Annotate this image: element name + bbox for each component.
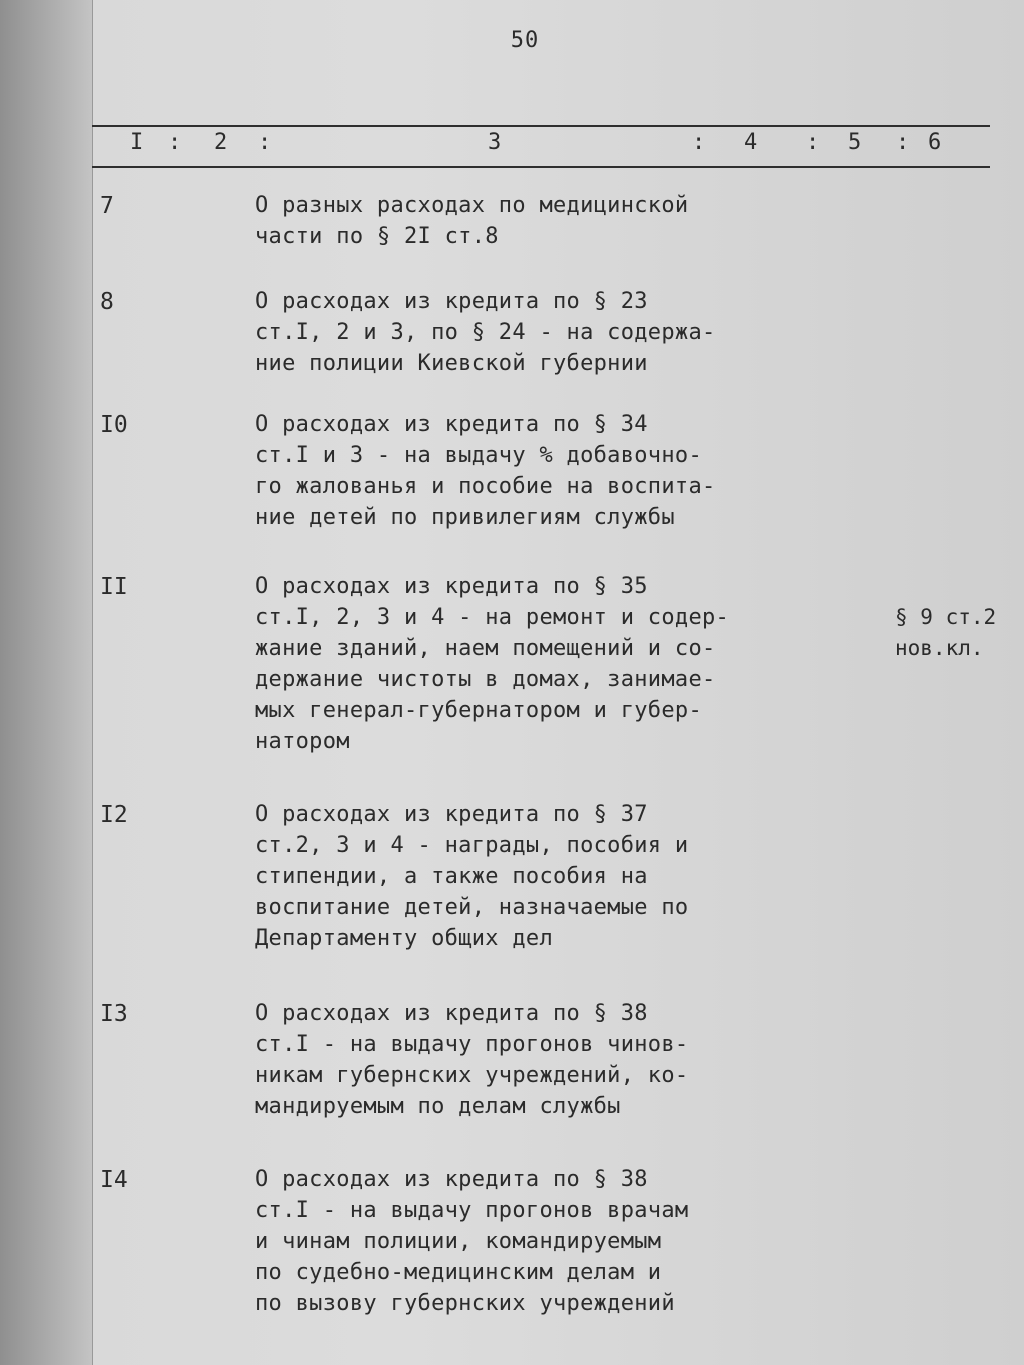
header-bottom-rule — [92, 166, 990, 168]
entry-line: ст.I - на выдачу прогонов чинов- — [255, 1032, 689, 1057]
entry-line: ст.I - на выдачу прогонов врачам — [255, 1198, 689, 1223]
entry-number: 7 — [100, 193, 114, 219]
entry-description — [255, 998, 705, 1122]
entry-description — [255, 190, 705, 252]
entry-description — [255, 286, 716, 379]
column-separator: : — [168, 130, 182, 155]
entry-line: никам губернских учреждений, ко- — [255, 1063, 689, 1088]
column-separator: : — [896, 130, 910, 155]
entry-line: по судебно-медицинским делам и — [255, 1260, 662, 1285]
list-item — [0, 286, 1024, 379]
entry-line: ние полиции Киевской губернии — [255, 351, 648, 376]
entry-description — [255, 1164, 705, 1319]
entry-line: О разных расходах по медицинской — [255, 193, 689, 218]
entry-line: части по § 2I ст.8 — [255, 224, 499, 249]
entry-line: ст.I и 3 - на выдачу % добавочно- — [255, 443, 702, 468]
list-item — [0, 409, 1024, 533]
entry-line: мых генерал-губернатором и губер- — [255, 698, 702, 723]
entry-line: Департаменту общих дел — [255, 926, 553, 951]
column-separator: : — [806, 130, 820, 155]
entry-description — [255, 571, 730, 757]
entry-line: О расходах из кредита по § 34 — [255, 412, 648, 437]
entry-line: го жалованья и пособие на воспита- — [255, 474, 716, 499]
entry-line: натором — [255, 729, 350, 754]
entry-number: I0 — [100, 412, 128, 438]
entry-line: мандируемым по делам службы — [255, 1094, 621, 1119]
entry-line: О расходах из кредита по § 37 — [255, 802, 648, 827]
column-header-5: 5 — [848, 130, 862, 155]
entry-line: ст.2, 3 и 4 - награды, пособия и — [255, 833, 689, 858]
reference-line: § 9 ст.2 — [895, 605, 997, 629]
entry-line: и чинам полиции, командируемым — [255, 1229, 662, 1254]
entry-line: ст.I, 2, 3 и 4 - на ремонт и содер- — [255, 605, 730, 630]
entries-list — [0, 190, 1024, 1319]
list-item — [0, 998, 1024, 1122]
entry-line: ст.I, 2 и 3, по § 24 - на содержа- — [255, 320, 716, 345]
column-header-2: 2 — [214, 130, 228, 155]
column-header-4: 4 — [744, 130, 758, 155]
entry-line: стипендии, а также пособия на — [255, 864, 648, 889]
entry-line: по вызову губернских учреждений — [255, 1291, 675, 1316]
entry-number: I4 — [100, 1167, 128, 1193]
entry-description — [255, 409, 716, 533]
entry-description — [255, 799, 705, 954]
entry-number: 8 — [100, 289, 114, 315]
entry-line: ние детей по привилегиям службы — [255, 505, 675, 530]
entry-line: О расходах из кредита по § 38 — [255, 1167, 648, 1192]
column-header-6: 6 — [928, 130, 942, 155]
list-item — [0, 799, 1024, 954]
entry-number: II — [100, 574, 128, 600]
entry-line: О расходах из кредита по § 23 — [255, 289, 648, 314]
entry-number: I2 — [100, 802, 128, 828]
header-top-rule — [92, 125, 990, 127]
list-item — [0, 571, 1024, 757]
list-item — [0, 1164, 1024, 1319]
entry-line: О расходах из кредита по § 38 — [255, 1001, 648, 1026]
column-header-3: 3 — [488, 130, 502, 155]
reference-line: нов.кл. — [895, 636, 984, 660]
page-number: 50 — [510, 28, 540, 53]
column-header-1: I — [130, 130, 144, 155]
entry-line: держание чистоты в домах, занимае- — [255, 667, 716, 692]
column-separator: : — [258, 130, 272, 155]
entry-line: О расходах из кредита по § 35 — [255, 574, 648, 599]
entry-number: I3 — [100, 1001, 128, 1027]
column-separator: : — [692, 130, 706, 155]
entry-line: жание зданий, наем помещений и со- — [255, 636, 716, 661]
entry-line: воспитание детей, назначаемые по — [255, 895, 689, 920]
column-header-row — [92, 130, 990, 162]
entry-reference — [895, 602, 1024, 664]
list-item — [0, 190, 1024, 252]
